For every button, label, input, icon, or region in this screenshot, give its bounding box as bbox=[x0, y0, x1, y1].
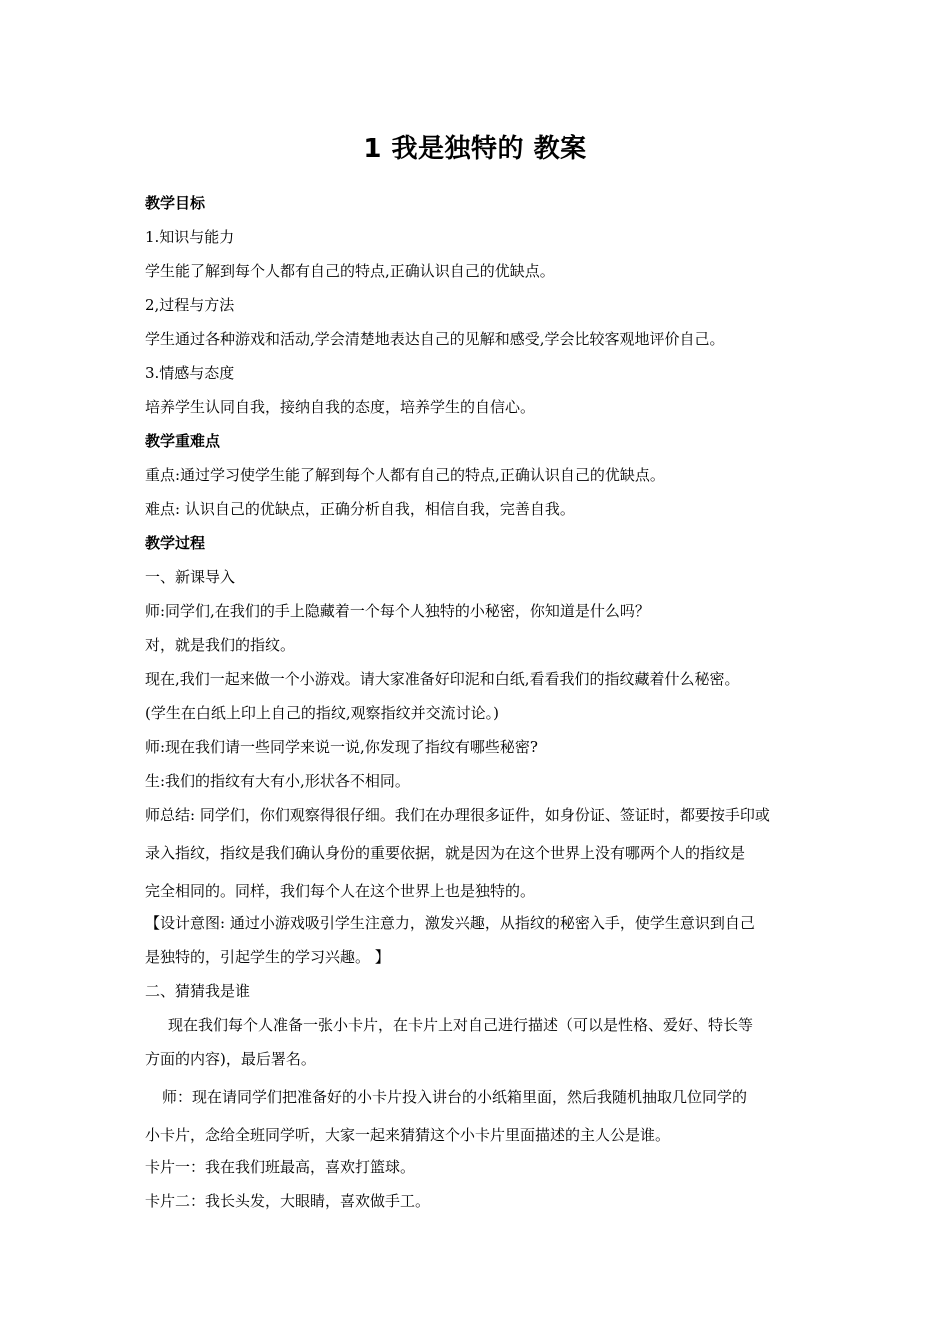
paragraph-line: 生:我们的指纹有大有小,形状各不相同。 bbox=[145, 772, 410, 790]
card-line: 卡片二：我长头发，大眼睛，喜欢做手工。 bbox=[145, 1192, 431, 1210]
paragraph-line: 学生能了解到每个人都有自己的特点,正确认识自己的优缺点。 bbox=[145, 262, 555, 280]
card-line: 卡片一：我在我们班最高，喜欢打篮球。 bbox=[145, 1158, 416, 1176]
section-heading-key-points: 教学重难点 bbox=[145, 432, 221, 450]
paragraph-line: 重点:通过学习使学生能了解到每个人都有自己的特点,正确认识自己的优缺点。 bbox=[145, 466, 665, 484]
paragraph-line: 现在我们每个人准备一张小卡片，在卡片上对自己进行描述（可以是性格、爱好、特长等 bbox=[168, 1016, 754, 1034]
section-heading-objectives: 教学目标 bbox=[145, 194, 206, 212]
subheading-attitude: 3.情感与态度 bbox=[145, 364, 235, 382]
paragraph-line: 师总结: 同学们，你们观察得很仔细。我们在办理很多证件，如身份证、签证时，都要按手印或 bbox=[145, 806, 770, 824]
paragraph-line: (学生在白纸上印上自己的指纹,观察指纹并交流讨论。) bbox=[145, 704, 499, 722]
subheading-process: 2,过程与方法 bbox=[145, 296, 235, 314]
subheading-intro: 一、新课导入 bbox=[145, 568, 236, 586]
paragraph-line: 小卡片，念给全班同学听，大家一起来猜猜这个小卡片里面描述的主人公是谁。 bbox=[145, 1126, 671, 1144]
paragraph-line: 师:现在我们请一些同学来说一说,你发现了指纹有哪些秘密? bbox=[145, 738, 538, 756]
design-intent-line: 【设计意图: 通过小游戏吸引学生注意力，激发兴趣，从指纹的秘密入手，使学生意识到自己 bbox=[145, 914, 755, 932]
subheading-knowledge: 1.知识与能力 bbox=[145, 228, 235, 246]
paragraph-line: 对，就是我们的指纹。 bbox=[145, 636, 296, 654]
paragraph-line: 师:同学们,在我们的手上隐藏着一个每个人独特的小秘密，你知道是什么吗？ bbox=[145, 602, 650, 620]
paragraph-line: 现在,我们一起来做一个小游戏。请大家准备好印泥和白纸,看看我们的指纹藏着什么秘密。 bbox=[145, 670, 740, 688]
paragraph-line: 完全相同的。同样，我们每个人在这个世界上也是独特的。 bbox=[145, 882, 536, 900]
paragraph-line: 录入指纹，指纹是我们确认身份的重要依据，就是因为在这个世界上没有哪两个人的指纹是 bbox=[145, 844, 746, 862]
document-title: 1 我是独特的 教案 bbox=[363, 134, 587, 164]
paragraph-line: 师：现在请同学们把准备好的小卡片投入讲台的小纸箱里面，然后我随机抽取几位同学的 bbox=[162, 1088, 748, 1106]
paragraph-line: 方面的内容)，最后署名。 bbox=[145, 1050, 316, 1068]
paragraph-line: 难点: 认识自己的优缺点，正确分析自我，相信自我，完善自我。 bbox=[145, 500, 575, 518]
design-intent-line: 是独特的，引起学生的学习兴趣。 】 bbox=[145, 948, 390, 966]
paragraph-line: 培养学生认同自我，接纳自我的态度，培养学生的自信心。 bbox=[145, 398, 536, 416]
section-heading-process: 教学过程 bbox=[145, 534, 206, 552]
subheading-guess-who: 二、猜猜我是谁 bbox=[145, 982, 251, 1000]
paragraph-line: 学生通过各种游戏和活动,学会清楚地表达自己的见解和感受,学会比较客观地评价自己。 bbox=[145, 330, 725, 348]
